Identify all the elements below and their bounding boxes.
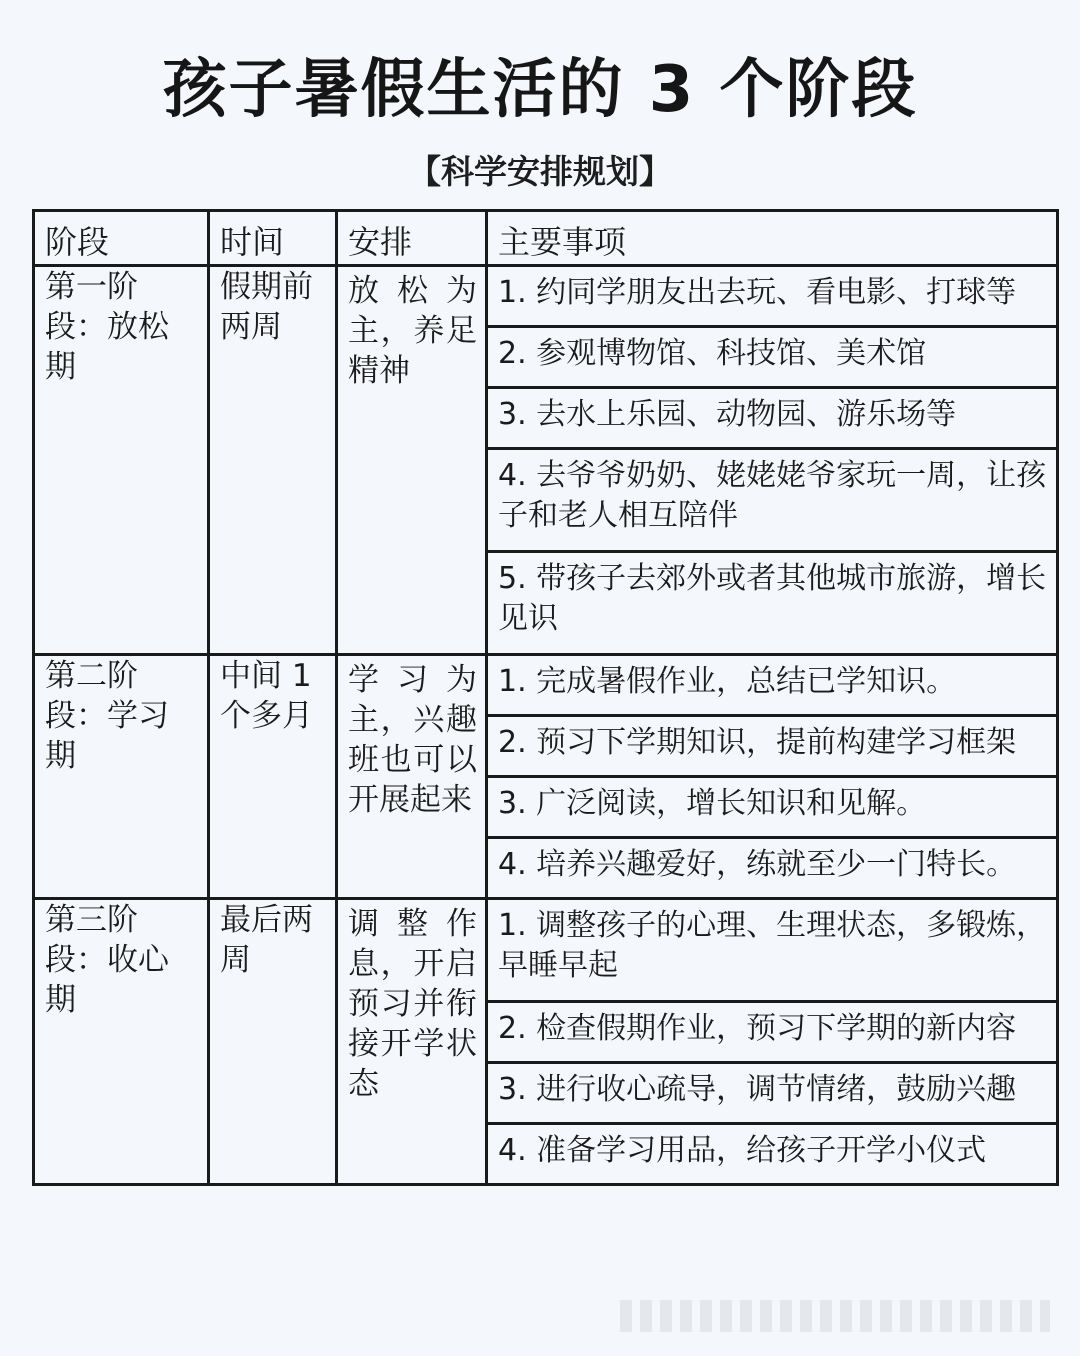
- item-cell: 3. 进行收心疏导，调节情绪，鼓励兴趣: [487, 1063, 1058, 1124]
- item-cell: 3. 广泛阅读，增长知识和见解。: [487, 777, 1058, 838]
- stage-cell: 第二阶段：学习期: [34, 655, 209, 899]
- arrangement-cell: 放松为主，养足精神: [337, 266, 487, 655]
- header-row: [34, 211, 1058, 266]
- item-cell: 4. 准备学习用品，给孩子开学小仪式: [487, 1124, 1058, 1185]
- header-time: 时间: [209, 211, 337, 266]
- plan-table: [32, 209, 1059, 1186]
- page-title: 孩子暑假生活的 3 个阶段: [162, 53, 918, 127]
- item-cell: 1. 调整孩子的心理、生理状态，多锻炼，早睡早起: [487, 899, 1058, 1002]
- item-cell: 5. 带孩子去郊外或者其他城市旅游，增长见识: [487, 552, 1058, 655]
- item-cell: 2. 预习下学期知识，提前构建学习框架: [487, 716, 1058, 777]
- time-cell: 最后两周: [209, 899, 337, 1185]
- header-stage: 阶段: [34, 211, 209, 266]
- item-cell: 1. 约同学朋友出去玩、看电影、打球等: [487, 266, 1058, 327]
- table-row: [34, 655, 1058, 716]
- arrangement-cell: 调整作息，开启预习并衔接开学状态: [337, 899, 487, 1185]
- table-row: [34, 899, 1058, 1002]
- stage-cell: 第三阶段：收心期: [34, 899, 209, 1185]
- time-cell: 假期前两周: [209, 266, 337, 655]
- time-cell: 中间 1 个多月: [209, 655, 337, 899]
- arrangement-cell: 学习为主，兴趣班也可以开展起来: [337, 655, 487, 899]
- item-cell: 4. 培养兴趣爱好，练就至少一门特长。: [487, 838, 1058, 899]
- item-cell: 1. 完成暑假作业，总结已学知识。: [487, 655, 1058, 716]
- watermark-pattern: [620, 1300, 1050, 1332]
- stage-cell: 第一阶段：放松期: [34, 266, 209, 655]
- table-row: [34, 266, 1058, 327]
- page-subtitle: 【科学安排规划】: [408, 152, 672, 191]
- item-cell: 2. 检查假期作业，预习下学期的新内容: [487, 1002, 1058, 1063]
- header-items: 主要事项: [487, 211, 1058, 266]
- item-cell: 4. 去爷爷奶奶、姥姥姥爷家玩一周，让孩子和老人相互陪伴: [487, 449, 1058, 552]
- header-arrangement: 安排: [337, 211, 487, 266]
- item-cell: 2. 参观博物馆、科技馆、美术馆: [487, 327, 1058, 388]
- item-cell: 3. 去水上乐园、动物园、游乐场等: [487, 388, 1058, 449]
